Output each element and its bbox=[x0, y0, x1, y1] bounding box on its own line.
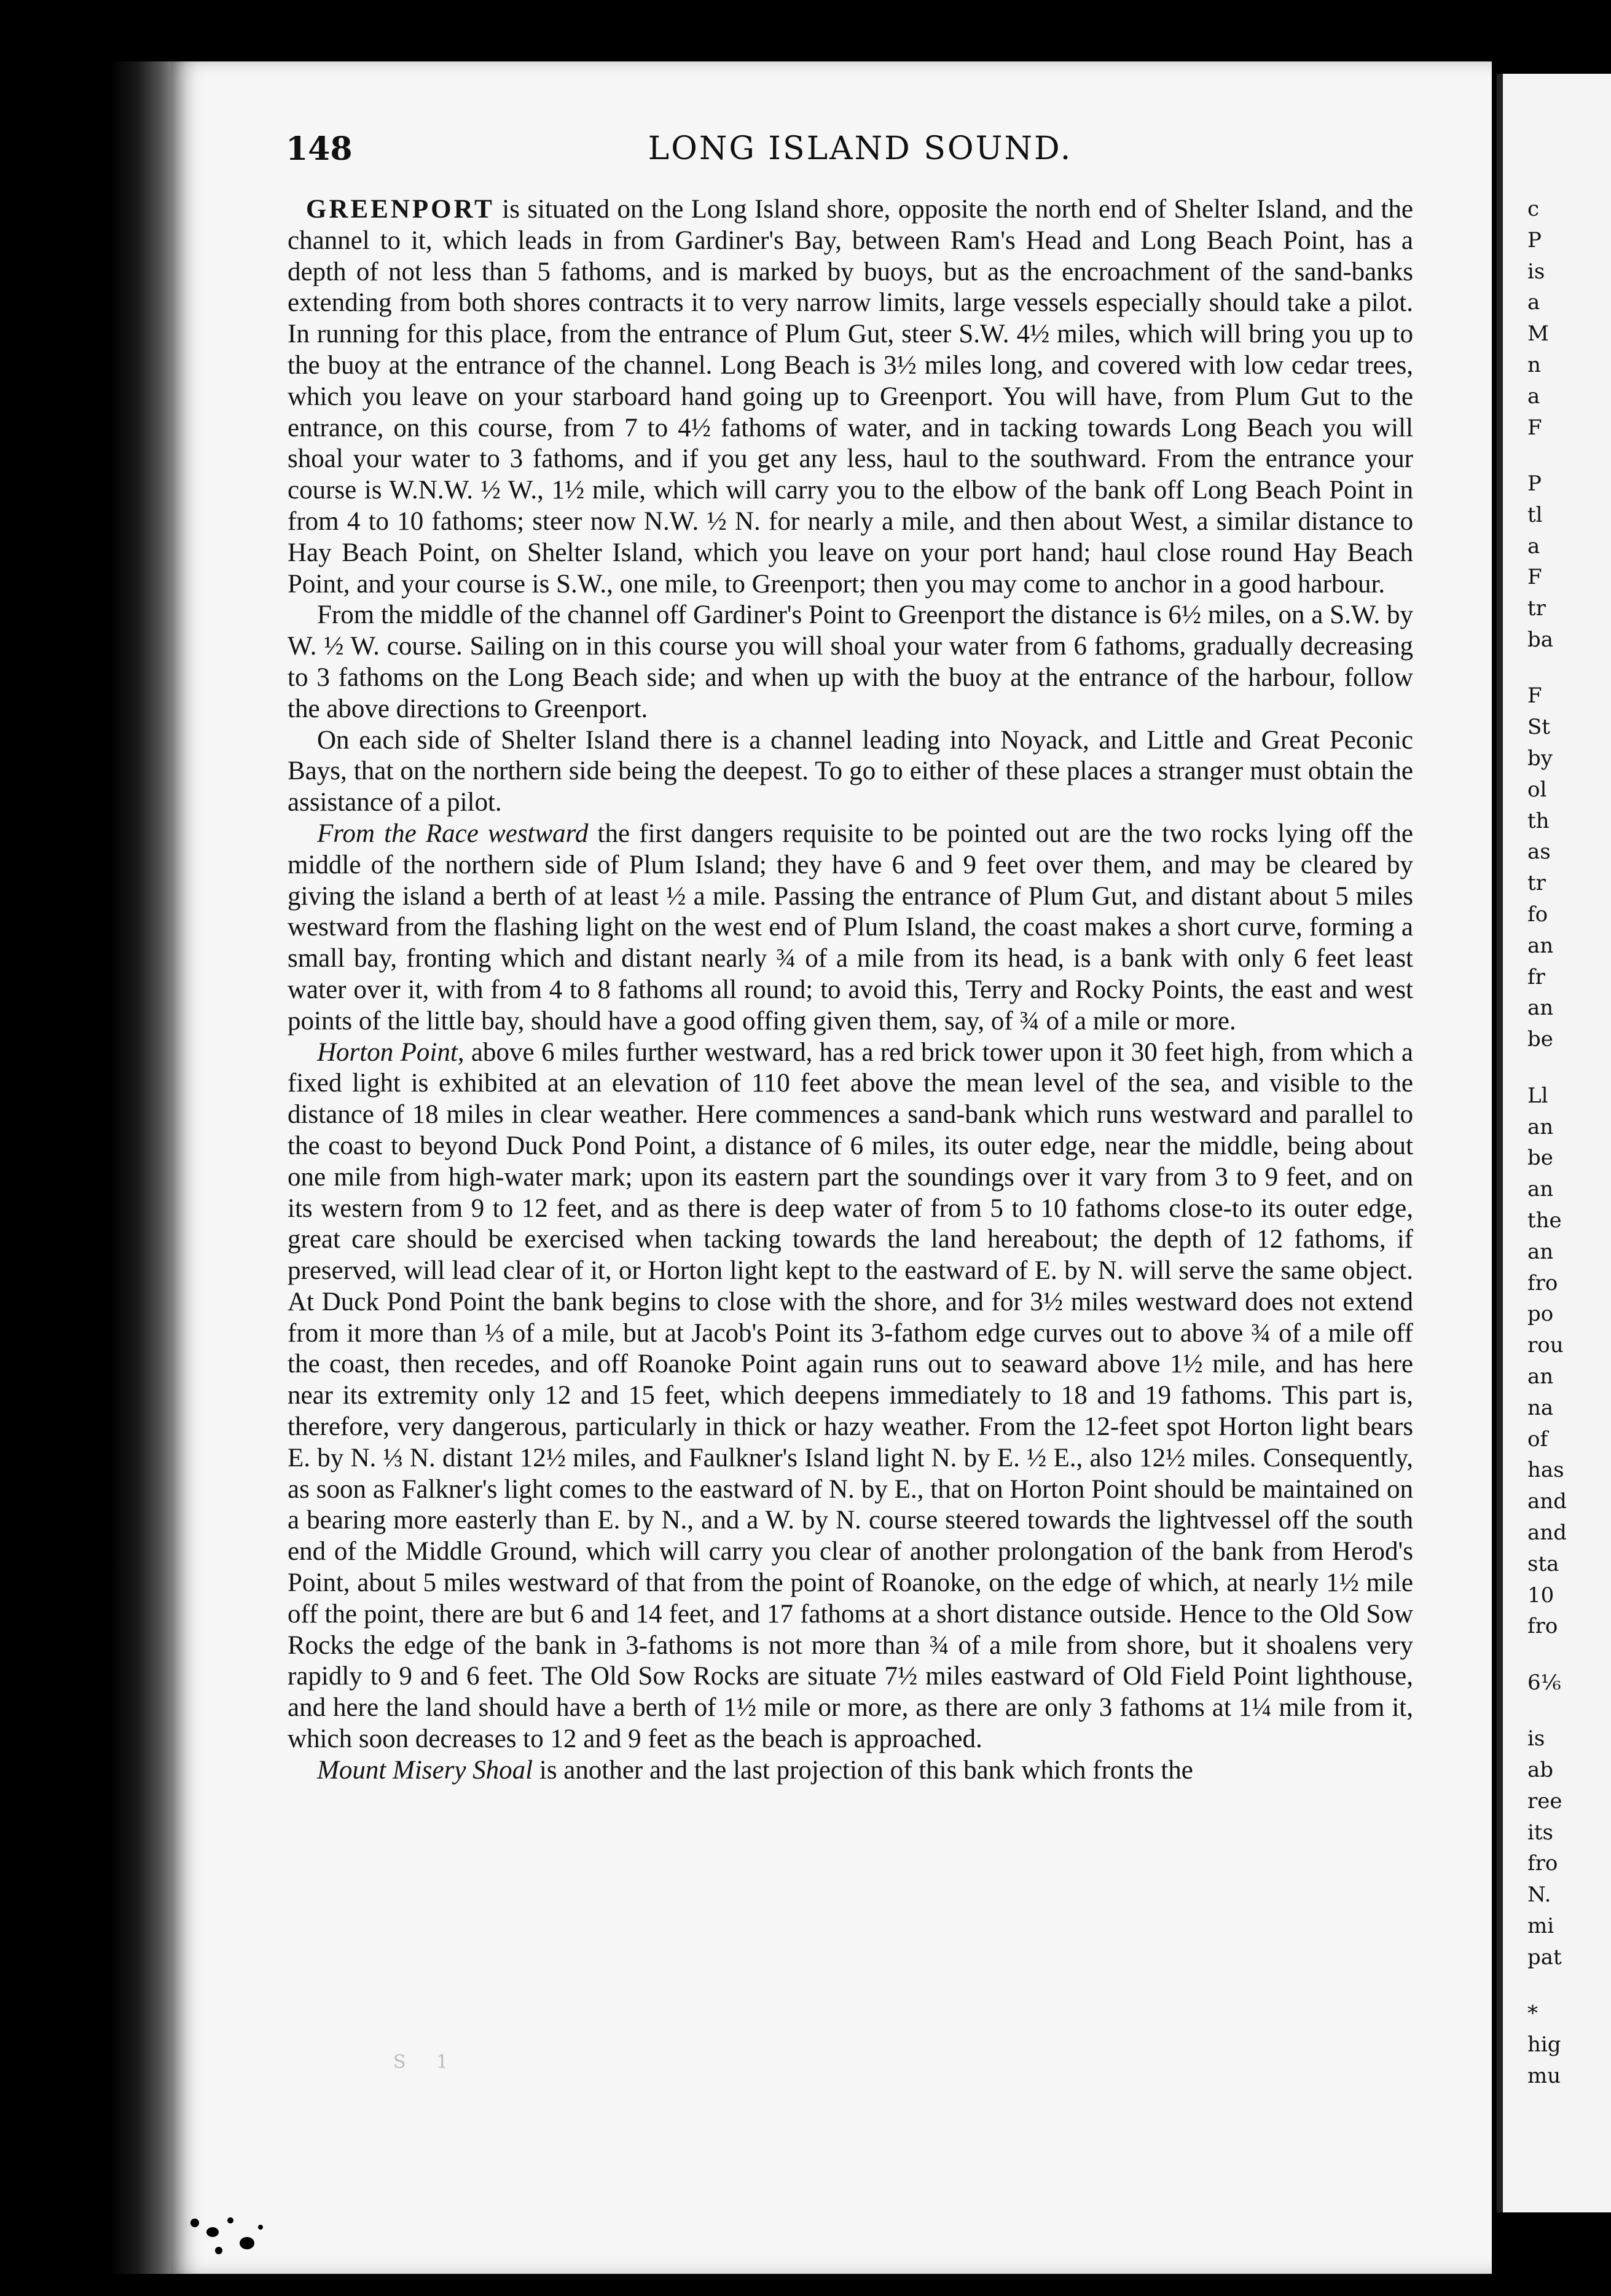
facing-page-fragment: ree bbox=[1527, 1788, 1562, 1814]
facing-page-fragment: ba bbox=[1527, 627, 1554, 653]
facing-page-fragment: has bbox=[1527, 1458, 1564, 1483]
paragraph-gardiners-point bbox=[288, 600, 1413, 725]
facing-page-fragment: a bbox=[1527, 383, 1540, 409]
paragraph-shelter-island bbox=[288, 725, 1413, 819]
paragraph-lead: GREENPORT bbox=[306, 195, 495, 224]
running-title: LONG ISLAND SOUND. bbox=[648, 130, 1073, 167]
facing-page-fragment: tr bbox=[1527, 596, 1546, 621]
page-header bbox=[286, 130, 1435, 173]
facing-page-fragment: N. bbox=[1527, 1882, 1551, 1908]
paragraph-text: From the middle of the channel off Gardiner's Point to Greenport the distance is 6½ miles, on a S.W. by W. ½ W. course. Sailing on in this course you will shoal your water from 6 fathoms, gradually decreasing to 3 fathoms on the Long Beach side; and when up with the buoy at the entrance of the harbour, follow the above directions to Greenport. bbox=[288, 600, 1413, 723]
page-number: 148 bbox=[286, 130, 353, 168]
paragraph-greenport bbox=[288, 194, 1413, 600]
paragraph-text: is another and the last projection of this bank which fronts the bbox=[533, 1755, 1193, 1785]
facing-page-fragment: an bbox=[1527, 933, 1554, 958]
facing-page-fragment: F bbox=[1527, 683, 1542, 709]
facing-page-fragment: fro bbox=[1527, 1614, 1558, 1639]
facing-page-fragment: na bbox=[1527, 1395, 1554, 1420]
facing-page-fragment: an bbox=[1527, 1364, 1554, 1389]
paragraph-text: is situated on the Long Island shore, opposite the north end of Shelter Island, and the channel to it, which leads in from Gardiner's Bay, between Ram's Head and Long Beach Point, has a depth of not less than 5 fathoms, and is marked by buoys, but as the encroachment of the sand-banks extending from both shores contracts it to very narrow limits, large vessels especially should take a pilot. In running for this place, from the entrance of Plum Gut, steer S.W. 4½ miles, which will bring you up to the buoy at the entrance of the channel. Long Beach is 3½ miles long, and covered with low cedar trees, which you leave on your starboard hand going up to Greenport. You will have, from Plum Gut to the entrance, on this course, from 7 to 4½ fathoms of water, and in tacking towards Long Beach you will shoal your water to 3 fathoms, and if you get any less, haul to the southward. From the entrance your course is W.N.W. ½ W., 1½ mile, which will carry you to the elbow of the bank off Long Beach Point in from 4 to 10 fathoms; steer now N.W. ½ N. for nearly a mile, and then about West, a similar distance to Hay Beach Point, on Shelter Island, which you leave on your port hand; haul close round Hay Beach Point, and your course is S.W., one mile, to Greenport; then you may come to anchor in a good harbour. bbox=[288, 195, 1413, 599]
facing-page bbox=[1497, 74, 1611, 2212]
facing-page-fragment: fro bbox=[1527, 1851, 1558, 1876]
facing-page-fragment: tl bbox=[1527, 502, 1543, 527]
facing-page-fragment: mi bbox=[1527, 1914, 1554, 1938]
facing-page-fragment: fr bbox=[1527, 964, 1545, 989]
facing-page-fragment: P bbox=[1527, 227, 1542, 253]
facing-page-fragment: a bbox=[1527, 290, 1540, 315]
facing-page-fragment: be bbox=[1527, 1027, 1553, 1052]
facing-page-fragment: * bbox=[1527, 2001, 1538, 2026]
paragraph-race-westward bbox=[288, 819, 1413, 1037]
facing-page-fragment: ol bbox=[1527, 777, 1547, 802]
paragraph-lead: Mount Misery Shoal bbox=[317, 1755, 533, 1785]
paragraph-text: the first dangers requisite to be pointed out are the two rocks lying off the middle of the northern side of Plum Island; they have 6 and 9 feet over them, and may be cleared by giving the island a berth of at least ½ a mile. Passing the entrance of Plum Gut, and distant about 5 miles westward from the flashing light on the west end of Plum Island, the coast makes a short curve, forming a small bay, fronting which and distant nearly ¾ of a mile from its head, is a bank with only 6 feet least water over it, with from 4 to 8 fathoms all round; to avoid this, Terry and Rocky Points, the east and west points of the little bay, should have a good offing given them, say, of ¾ of a mile or more. bbox=[288, 819, 1413, 1036]
facing-page-fragment: Ll bbox=[1527, 1083, 1548, 1108]
facing-page-fragment: a bbox=[1527, 533, 1540, 559]
book-binding bbox=[111, 61, 178, 2274]
facing-page-fragment: the bbox=[1527, 1208, 1562, 1233]
facing-page-fragment: and bbox=[1527, 1489, 1567, 1514]
facing-page-fragment: M bbox=[1527, 321, 1549, 347]
facing-page-fragment: an bbox=[1527, 1177, 1554, 1202]
paragraph-text: above 6 miles further westward, has a red brick tower upon it 30 feet high, from which a fixed light is exhibited at an elevation of 110 feet above the mean level of the sea, and visible to the distance of 18 miles in clear weather. Here commences a sand-bank which runs westward and parallel to the coast to beyond Duck Pond Point, a distance of 6 miles, its outer edge, near the middle, being about one mile from high-water mark; upon its eastern part the soundings over it vary from 3 to 9 feet, and on its western from 9 to 12 feet, and as there is deep water of from 5 to 10 fathoms close-to its outer edge, great care should be exercised when tacking towards the land hereabout; the depth of 12 fathoms, if preserved, will lead clear of it, or Horton light kept to the eastward of E. by N. will serve the same object. At Duck Pond Point the bank begins to close with the shore, and for 3½ miles westward does not extend from it more than ⅓ of a mile, but at Jacob's Point its 3-fathom edge curves out to above ¾ of a mile off the coast, then recedes, and off Roanoke Point again runs out to seaward above 1½ mile, and has here near its extremity only 12 and 15 feet, which deepens immediately to 18 and 19 fathoms. This part is, therefore, very dangerous, particularly in thick or hazy weather. From the 12-feet spot Horton light bears E. by N. ⅓ N. distant 12½ miles, and Faulkner's Island light N. by E. ½ E., also 12½ miles. Consequently, as soon as Falkner's light comes to the eastward of N. by E., that on Horton Point should be maintained on a bearing more easterly than E. by N., and a W. by N. course steered towards the lightvessel off the south end of the Middle Ground, which will carry you clear of another prolongation of the bank from Herod's Point, about 5 miles westward of that from the point of Roanoke, on the edge of which, at nearly 1½ mile off the point, there are but 6 and 14 feet, and 17 fathoms at a short distance outside. Hence to the Old Sow Rocks the edge of the bank in 3-fathoms is not more than ¾ of a mile from shore, but it shoalens very rapidly to 9 and 6 feet. The Old Sow Rocks are situate 7½ miles eastward of Old Field Point lighthouse, and here the land should have a berth of 1½ mile or more, as there are only 3 fathoms at 1¼ mile from it, which soon decreases to 12 and 9 feet as the beach is approached. bbox=[288, 1037, 1413, 1754]
facing-page-fragment: mu bbox=[1527, 2063, 1561, 2088]
facing-page-fragment: by bbox=[1527, 746, 1553, 771]
signature-marks: S 1 bbox=[393, 2051, 461, 2073]
facing-page-fragment: po bbox=[1527, 1302, 1554, 1327]
scan-specks bbox=[178, 2212, 289, 2268]
facing-page-fragment: is bbox=[1527, 1726, 1545, 1751]
paragraph-text: On each side of Shelter Island there is a channel leading into Noyack, and Little and Great Peconic Bays, that on the northern side being the deepest. To go to either of these places a stranger must obtain the assistance of a pilot. bbox=[288, 725, 1413, 817]
facing-page-fragment: hig bbox=[1527, 2032, 1561, 2058]
paragraph-lead: Horton Point, bbox=[317, 1037, 464, 1067]
facing-page-fragment: fo bbox=[1527, 902, 1548, 927]
paragraph-lead: From the Race westward bbox=[317, 819, 589, 848]
facing-page-fragment: F bbox=[1527, 415, 1542, 440]
facing-page-fragment: fro bbox=[1527, 1270, 1558, 1295]
facing-page-fragment: pat bbox=[1527, 1944, 1562, 1970]
facing-page-fragment: is bbox=[1527, 259, 1545, 284]
facing-page-edge bbox=[1497, 74, 1503, 2212]
facing-page-fragment: an bbox=[1527, 1114, 1554, 1139]
paragraph-horton-point bbox=[288, 1037, 1413, 1755]
facing-page-fragment: an bbox=[1527, 996, 1554, 1021]
facing-page-fragment: and bbox=[1527, 1520, 1567, 1545]
facing-page-fragment: c bbox=[1527, 197, 1540, 221]
facing-page-fragment: as bbox=[1527, 839, 1551, 865]
facing-page-fragment: of bbox=[1527, 1426, 1548, 1452]
paragraph-mount-misery bbox=[288, 1755, 1413, 1787]
facing-page-fragment: 6⅙ bbox=[1527, 1670, 1561, 1695]
facing-page-fragment: rou bbox=[1527, 1333, 1564, 1358]
facing-page-fragment: ab bbox=[1527, 1758, 1554, 1782]
facing-page-fragment: tr bbox=[1527, 871, 1546, 896]
facing-page-fragment: an bbox=[1527, 1239, 1554, 1264]
facing-page-fragment: its bbox=[1527, 1820, 1553, 1845]
facing-page-fragment: F bbox=[1527, 565, 1542, 590]
facing-page-fragment: 10 bbox=[1527, 1582, 1554, 1608]
facing-page-fragment: sta bbox=[1527, 1551, 1559, 1576]
body-text bbox=[288, 194, 1413, 1787]
facing-page-fragment: P bbox=[1527, 471, 1542, 497]
facing-page-fragment: th bbox=[1527, 808, 1550, 833]
facing-page-fragment: be bbox=[1527, 1146, 1553, 1171]
facing-page-fragment: St bbox=[1527, 715, 1550, 740]
facing-page-fragment: n bbox=[1527, 353, 1541, 377]
